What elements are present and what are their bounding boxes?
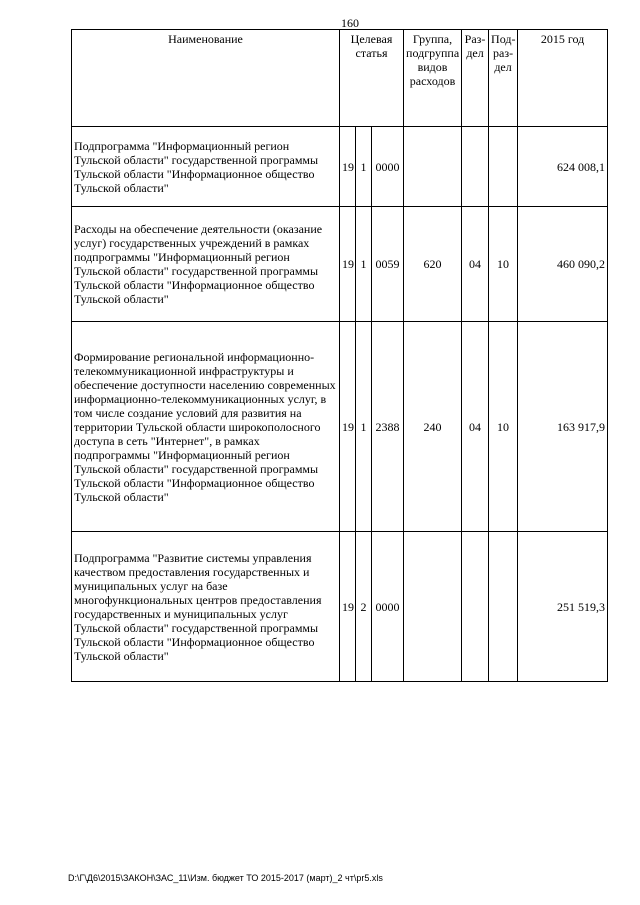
row-section: 04 — [462, 322, 489, 532]
row-name: Расходы на обеспечение деятельности (оказание услуг) государственных учреждений в рамках подпрограммы "Информационный регион Тульской области" государственной программы Тульской области "Информационное общество Тульской области" — [72, 207, 340, 322]
budget-table — [71, 29, 608, 682]
row-amount: 460 090,2 — [518, 207, 608, 322]
row-section — [462, 532, 489, 682]
row-name: Формирование региональной информационно-телекоммуникационной инфраструктуры и обеспечение доступности населению современных информационно-телекоммуникационных услуг, в том числе создание условий для развития на территории Тульской области широкополосного доступа в сеть "Интернет", в рамках подпрограммы "Информационный регион Тульской области" государственной программы Тульской области "Информационное общество Тульской области" — [72, 322, 340, 532]
row-group: 620 — [404, 207, 462, 322]
row-subsection: 10 — [489, 322, 518, 532]
row-amount: 163 917,9 — [518, 322, 608, 532]
row-code-subprogram: 1 — [356, 322, 372, 532]
row-code-direction: 2388 — [372, 322, 404, 532]
header-year: 2015 год — [518, 30, 608, 127]
row-code-program: 19 — [340, 127, 356, 207]
row-subsection — [489, 127, 518, 207]
row-code-subprogram: 2 — [356, 532, 372, 682]
row-name: Подпрограмма "Информационный регион Тульской области" государственной программы Тульской области "Информационное общество Тульской области" — [72, 127, 340, 207]
row-code-direction: 0000 — [372, 532, 404, 682]
header-section: Раз-дел — [462, 30, 489, 127]
header-group: Группа, подгруппа видов расходов — [404, 30, 462, 127]
page-number: 160 — [341, 16, 359, 30]
row-code-subprogram: 1 — [356, 207, 372, 322]
row-subsection: 10 — [489, 207, 518, 322]
table-row — [72, 322, 608, 532]
row-code-program: 19 — [340, 207, 356, 322]
row-code-direction: 0000 — [372, 127, 404, 207]
row-group — [404, 532, 462, 682]
row-name: Подпрограмма "Развитие системы управления качеством предоставления государственных и муниципальных услуг на базе многофункциональных центров предоставления государственных и муниципальных услуг Тульской области" государственной программы Тульской области "Информационное общество Тульской области" — [72, 532, 340, 682]
row-group — [404, 127, 462, 207]
table-header-row — [72, 30, 608, 127]
row-code-direction: 0059 — [372, 207, 404, 322]
row-section — [462, 127, 489, 207]
row-subsection — [489, 532, 518, 682]
table-row — [72, 127, 608, 207]
table-row — [72, 207, 608, 322]
file-path-footer: D:\Г\Д6\2015\ЗАКОН\ЗАС_11\Изм. бюджет ТО 2015-2017 (март)_2 чт\pr5.xls — [68, 873, 383, 883]
row-amount: 251 519,3 — [518, 532, 608, 682]
row-code-subprogram: 1 — [356, 127, 372, 207]
row-group: 240 — [404, 322, 462, 532]
header-name: Наименование — [72, 30, 340, 127]
row-amount: 624 008,1 — [518, 127, 608, 207]
row-code-program: 19 — [340, 322, 356, 532]
header-target-article: Целевая статья — [340, 30, 404, 127]
table-row — [72, 532, 608, 682]
header-subsection: Под-раз-дел — [489, 30, 518, 127]
row-section: 04 — [462, 207, 489, 322]
row-code-program: 19 — [340, 532, 356, 682]
